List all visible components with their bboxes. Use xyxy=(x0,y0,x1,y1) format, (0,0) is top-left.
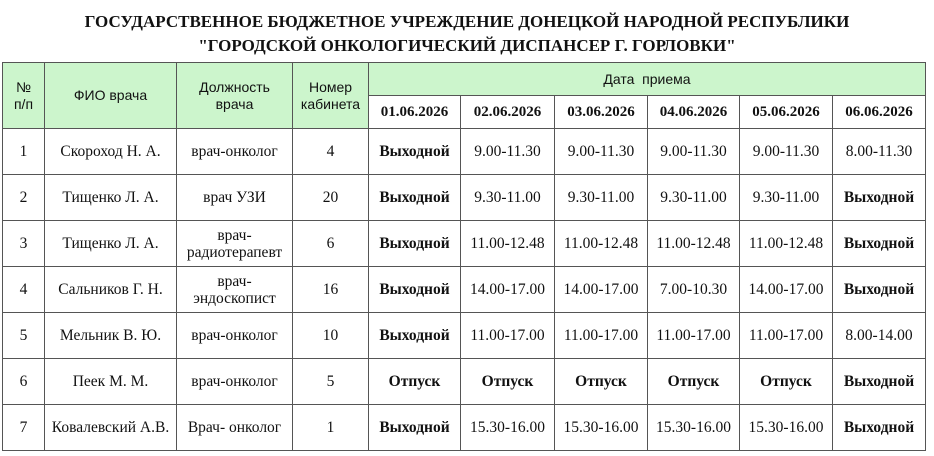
header-position xyxy=(177,63,293,129)
schedule-cell: 14.00-17.00 xyxy=(555,267,648,313)
header-dates-group: Дата приема xyxy=(369,63,926,96)
doctor-name: Ковалевский А.В. xyxy=(45,405,177,451)
header-number xyxy=(3,63,45,129)
office-number: 4 xyxy=(293,129,369,175)
header-date-5: 05.06.2026 xyxy=(740,96,833,129)
schedule-cell: 11.00-17.00 xyxy=(555,313,648,359)
table-row xyxy=(3,405,926,451)
schedule-cell: 11.00-12.48 xyxy=(648,221,740,267)
schedule-cell: 9.00-11.30 xyxy=(461,129,555,175)
schedule-cell: Отпуск xyxy=(648,359,740,405)
header-date-4: 04.06.2026 xyxy=(648,96,740,129)
office-number: 16 xyxy=(293,267,369,313)
row-number: 5 xyxy=(3,313,45,359)
schedule-cell: Отпуск xyxy=(461,359,555,405)
doctor-position-line-1: врач- xyxy=(217,226,252,244)
header-number-line-2: п/п xyxy=(13,95,34,112)
row-number: 7 xyxy=(3,405,45,451)
schedule-cell: Выходной xyxy=(833,175,926,221)
schedule-cell: Выходной xyxy=(369,175,461,221)
office-number: 6 xyxy=(293,221,369,267)
schedule-cell: 9.30-11.00 xyxy=(555,175,648,221)
header-date-1: 01.06.2026 xyxy=(369,96,461,129)
doctor-name: Мельник В. Ю. xyxy=(45,313,177,359)
office-number: 1 xyxy=(293,405,369,451)
institution-title-line-1: ГОСУДАРСТВЕННОЕ БЮДЖЕТНОЕ УЧРЕЖДЕНИЕ ДОНЕЦКОЙ НАРОДНОЙ РЕСПУБЛИКИ xyxy=(84,12,850,31)
header-date-3: 03.06.2026 xyxy=(555,96,648,129)
schedule-cell: 9.00-11.30 xyxy=(555,129,648,175)
schedule-cell: 15.30-16.00 xyxy=(461,405,555,451)
schedule-cell: 9.00-11.30 xyxy=(740,129,833,175)
doctor-position xyxy=(177,221,293,267)
doctor-position xyxy=(177,313,293,359)
doctor-position xyxy=(177,405,293,451)
doctor-position-line-2: радиотерапевт xyxy=(186,243,283,261)
doctor-position xyxy=(177,359,293,405)
doctor-name: Тищенко Л. А. xyxy=(45,221,177,267)
doctor-position-line-2: эндоскопист xyxy=(193,289,276,307)
schedule-cell: 9.30-11.00 xyxy=(461,175,555,221)
schedule-cell: 11.00-12.48 xyxy=(740,221,833,267)
schedule-cell: 11.00-12.48 xyxy=(461,221,555,267)
header-office-line-1: Номер xyxy=(308,78,353,95)
table-row xyxy=(3,129,926,175)
schedule-cell: 9.30-11.00 xyxy=(648,175,740,221)
row-number: 2 xyxy=(3,175,45,221)
schedule-cell: 15.30-16.00 xyxy=(648,405,740,451)
header-doctor-name: ФИО врача xyxy=(45,63,177,129)
doctor-position-line-1: врач-онколог xyxy=(191,373,278,390)
header-number-line-1: № xyxy=(15,78,32,95)
row-number: 3 xyxy=(3,221,45,267)
table-row xyxy=(3,313,926,359)
doctor-position-line-1: врач-онколог xyxy=(191,143,278,160)
table-row xyxy=(3,359,926,405)
header-office xyxy=(293,63,369,129)
schedule-cell: 9.30-11.00 xyxy=(740,175,833,221)
schedule-cell: Выходной xyxy=(369,313,461,359)
header-row xyxy=(3,63,926,96)
schedule-cell: 8.00-14.00 xyxy=(833,313,926,359)
schedule-cell: Выходной xyxy=(833,405,926,451)
schedule-cell: Выходной xyxy=(833,267,926,313)
table-row xyxy=(3,175,926,221)
doctor-position xyxy=(177,175,293,221)
schedule-cell: Выходной xyxy=(833,221,926,267)
doctor-position-line-1: врач- xyxy=(217,272,252,290)
schedule-cell: Отпуск xyxy=(740,359,833,405)
doctor-name: Сальников Г. Н. xyxy=(45,267,177,313)
schedule-cell: Выходной xyxy=(369,267,461,313)
doctor-position-line-1: врач-онколог xyxy=(191,327,278,344)
schedule-cell: 11.00-12.48 xyxy=(555,221,648,267)
schedule-cell: Выходной xyxy=(369,405,461,451)
schedule-body xyxy=(3,129,926,451)
schedule-cell: 15.30-16.00 xyxy=(555,405,648,451)
schedule-cell: 14.00-17.00 xyxy=(461,267,555,313)
row-number: 4 xyxy=(3,267,45,313)
office-number: 5 xyxy=(293,359,369,405)
row-number: 6 xyxy=(3,359,45,405)
schedule-cell: 14.00-17.00 xyxy=(740,267,833,313)
header-date-6: 06.06.2026 xyxy=(833,96,926,129)
schedule-cell: 11.00-17.00 xyxy=(461,313,555,359)
schedule-cell: Отпуск xyxy=(369,359,461,405)
schedule-cell: 7.00-10.30 xyxy=(648,267,740,313)
schedule-cell: Отпуск xyxy=(555,359,648,405)
schedule-table xyxy=(2,62,926,451)
schedule-cell: 11.00-17.00 xyxy=(740,313,833,359)
office-number: 10 xyxy=(293,313,369,359)
schedule-cell: Выходной xyxy=(833,359,926,405)
header-position-line-2: врача xyxy=(215,95,254,112)
row-number: 1 xyxy=(3,129,45,175)
doctor-name: Скороход Н. А. xyxy=(45,129,177,175)
schedule-cell: Выходной xyxy=(369,221,461,267)
doctor-position-line-1: врач УЗИ xyxy=(203,189,266,206)
schedule-cell: 9.00-11.30 xyxy=(648,129,740,175)
institution-title-line-2: "ГОРОДСКОЙ ОНКОЛОГИЧЕСКИЙ ДИСПАНСЕР Г. ГОРЛОВКИ" xyxy=(198,36,736,55)
schedule-cell: 15.30-16.00 xyxy=(740,405,833,451)
schedule-cell: 8.00-11.30 xyxy=(833,129,926,175)
office-number: 20 xyxy=(293,175,369,221)
doctor-name: Тищенко Л. А. xyxy=(45,175,177,221)
doctor-position-line-1: Врач- онколог xyxy=(187,419,282,436)
doctor-position xyxy=(177,267,293,313)
header-date-2: 02.06.2026 xyxy=(461,96,555,129)
doctor-name: Пеек М. М. xyxy=(45,359,177,405)
schedule-cell: 11.00-17.00 xyxy=(648,313,740,359)
table-row xyxy=(3,267,926,313)
table-row xyxy=(3,221,926,267)
header-office-line-2: кабинета xyxy=(300,95,361,112)
doctor-position xyxy=(177,129,293,175)
header-position-line-1: Должность xyxy=(199,78,270,95)
schedule-cell: Выходной xyxy=(369,129,461,175)
